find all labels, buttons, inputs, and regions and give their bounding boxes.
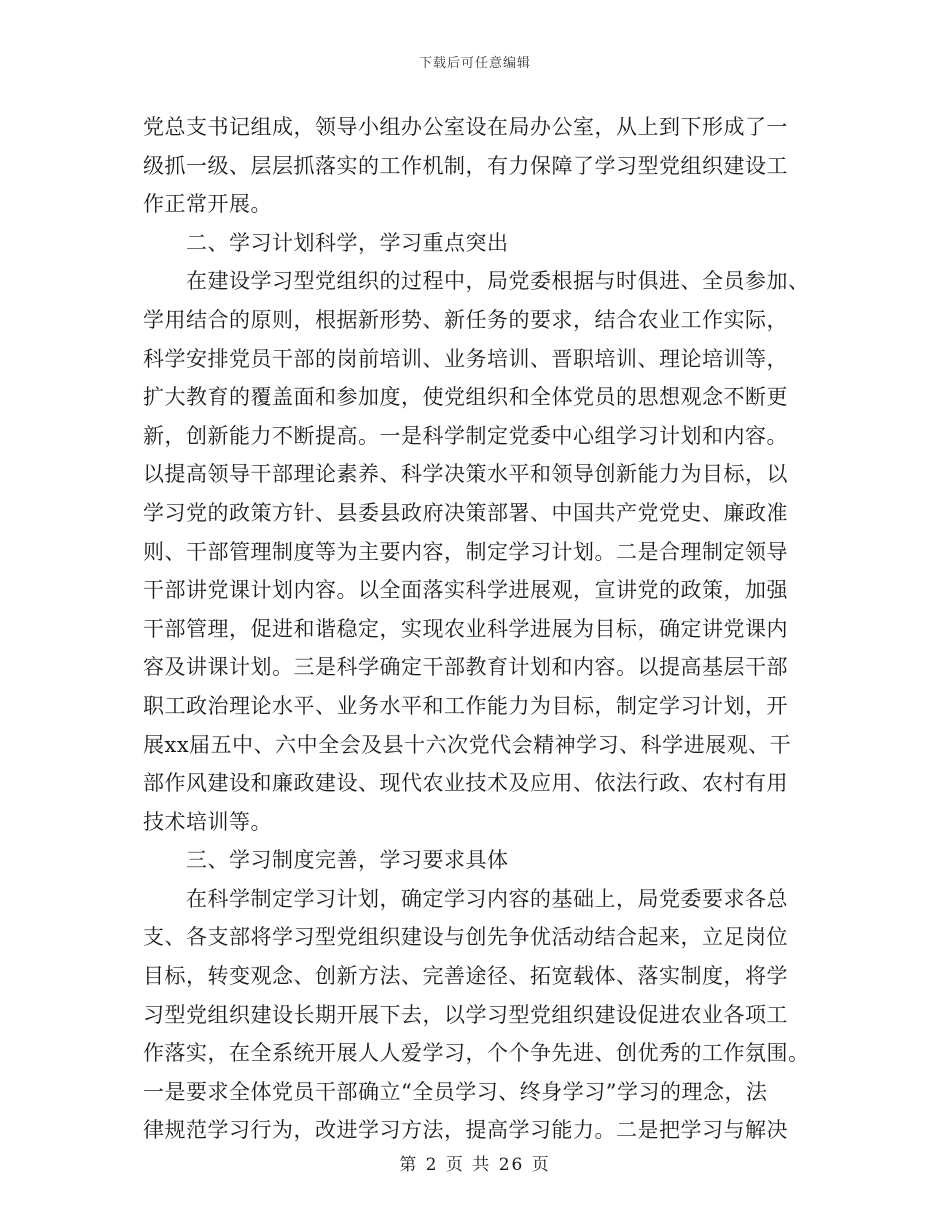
text-line: 作正常开展。 [143, 192, 272, 217]
text-line: 则、干部管理制度等为主要内容，制定学习计划。二是合理制定领导 [143, 539, 788, 564]
text-line: 科学安排党员干部的岗前培训、业务培训、晋职培训、理论培训等， [143, 346, 788, 371]
page-header: 下载后可任意编辑 [418, 56, 531, 71]
text-line: 学用结合的原则，根据新形势、新任务的要求，结合农业工作实际， [143, 307, 788, 332]
page-number-footer: 第 2 页 共 26 页 [399, 1155, 551, 1175]
text-line: 律规范学习行为，改进学习方法，提高学习能力。二是把学习与解决 [143, 1118, 788, 1143]
text-line: 扩大教育的覆盖面和参加度，使党组织和全体党员的思想观念不断更 [143, 385, 788, 410]
text-line: 展xx届五中、六中全会及县十六次党代会精神学习、科学进展观、干 [143, 732, 792, 757]
text-line: 在科学制定学习计划，确定学习内容的基础上，局党委要求各总 [143, 886, 788, 911]
section-heading: 二、学习计划科学，学习重点突出 [143, 230, 509, 255]
text-line: 部作风建设和廉政建设、现代农业技术及应用、依法行政、农村有用 [143, 771, 788, 796]
text-line: 新，创新能力不断提高。一是科学制定党委中心组学习计划和内容。 [143, 423, 788, 448]
text-line: 容及讲课计划。三是科学确定干部教育计划和内容。以提高基层干部 [143, 655, 788, 680]
text-line: 在建设学习型党组织的过程中，局党委根据与时俱进、全员参加、 [143, 269, 810, 294]
text-line: 学习党的政策方针、县委县政府决策部署、中国共产党党史、廉政准 [143, 500, 788, 525]
text-line: 目标，转变观念、创新方法、完善途径、拓宽载体、落实制度，将学 [143, 964, 788, 989]
text-line: 习型党组织建设长期开展下去，以学习型党组织建设促进农业各项工 [143, 1002, 788, 1027]
section-heading: 三、学习制度完善，学习要求具体 [143, 848, 509, 873]
text-line: 以提高领导干部理论素养、科学决策水平和领导创新能力为目标，以 [143, 462, 788, 487]
text-line: 技术培训等。 [143, 809, 272, 834]
document-body [143, 108, 811, 1150]
text-line: 支、各支部将学习型党组织建设与创先争优活动结合起来，立足岗位 [143, 925, 788, 950]
text-line: 党总支书记组成，领导小组办公室设在局办公室，从上到下形成了一 [143, 115, 788, 139]
text-line: 一是要求全体党员干部确立“全员学习、终身学习”学习的理念，法 [143, 1079, 768, 1104]
text-line: 职工政治理论水平、业务水平和工作能力为目标，制定学习计划，开 [143, 693, 788, 718]
text-line: 干部讲党课计划内容。以全面落实科学进展观，宣讲党的政策，加强 [143, 578, 788, 603]
text-line: 级抓一级、层层抓落实的工作机制，有力保障了学习型党组织建设工 [143, 153, 788, 178]
text-line: 作落实，在全系统开展人人爱学习，个个争先进、创优秀的工作氛围。 [143, 1041, 810, 1066]
text-line: 干部管理，促进和谐稳定，实现农业科学进展为目标，确定讲党课内 [143, 616, 788, 641]
